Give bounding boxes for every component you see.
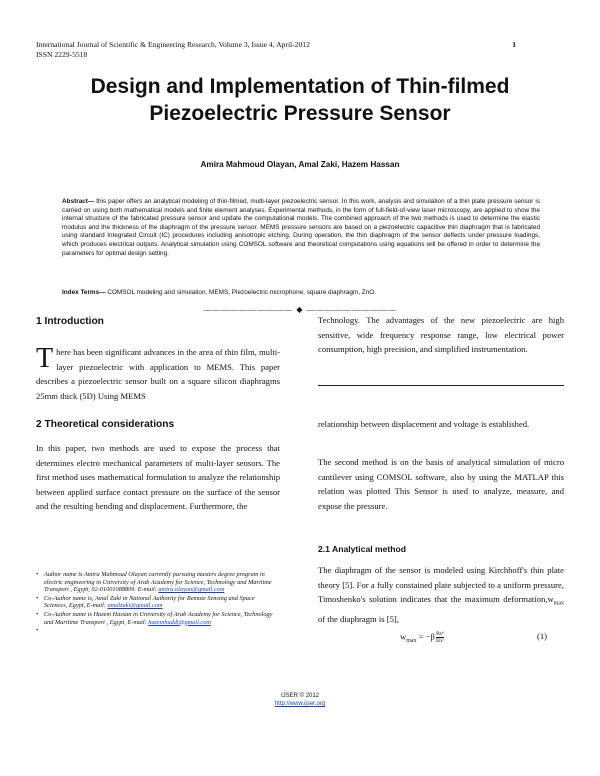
author-footnotes xyxy=(36,571,276,636)
page-footer xyxy=(0,692,600,708)
issn: ISSN 2229-5518 xyxy=(36,50,88,59)
right-paragraph-1: Technology. The advantages of the new piezoelectric are high sensitive, wide frequency response range, low electrical power consumption, high precision, and simplified instrumentation. xyxy=(318,315,564,355)
section-1-body xyxy=(36,345,280,403)
email-link-3[interactable]: hazemhaddi@gmail.com xyxy=(148,618,211,626)
abstract-label: Abstract— xyxy=(62,198,95,205)
email-link-2[interactable]: amalzaki@gmail.com xyxy=(107,602,163,610)
footnote-3: • Co-Author name is Hazem Hassan in University of Arab Academy for Science, Technology and Maritime Transport , Egypt, E-mail: hazemhaddi@gmail.com xyxy=(36,611,276,626)
abstract xyxy=(62,198,540,258)
subsection-2-1-heading: 2.1 Analytical method xyxy=(318,544,407,554)
equation-1: $w_{max} = -\beta$ $\frac{\text{Pa⁴}}{\text{Eh³}}$ xyxy=(400,631,444,645)
section-1-text: here has been significant advances in the area of thin film, multi-layer piezoelectric with application to MEMS. This paper describes a piezoelectric sensor built on a square silicon diaphragms 25mm thick (5D) Using MEMS xyxy=(36,347,280,401)
email-link-1[interactable]: amira.olayan@gmail.com xyxy=(158,586,225,594)
title-line-2: Piezoelectric Pressure Sensor xyxy=(149,102,451,125)
footnote-2: • Co-Author name is, Amal Zaki in National Authority for Remote Sensing and Space Sciences, Egypt, E-mail: amalzaki@gmail.com xyxy=(36,595,276,610)
section-2-body: In this paper, two methods are used to expose the process that determines electro mechanical parameters of multi-layer sensors. The first method uses mathematical formulation to analyze the relationship between applied surface contact pressure on the surface of the sensor and the resulting bending and displacement. Furthermore, the xyxy=(36,443,280,512)
footnote-1: • Author name is Amira Mahmoud Olayan currently pursuing masters degree program in electric engineering in University of Arab Academy for Science, Technology and Maritime Transport , Egypt, 02-01001088809. E-mail: amira.olayan@gmail.com xyxy=(36,571,276,594)
abstract-text: this paper offers an analytical modeling of thin-filmed, multi-layer piezoelectric sensor. In this work, analysis and simulation of a thin plate pressure sensor is carried on using both mathematical models and finite element analyses. Experimental methods, in the form of full-field-of-view laser microscopy, are applied to show the internal structure of the fabricated pressure sensor and update the computational models. The combined approach of the two methods is used to determine the elastic modulus and the thickness of the diaphragm of the pressure sensor. MEMS pressure sensors are based on a piezoelectric capacitive thin diaphragm that is fabricated using standard Integrated Circuit (IC) procedures including anisotropic etching. During operation, the thin diaphragm of the sensor deflects under pressure loadings, which produces electrical outputs. Analytical simulation using COMSOL software and theoretical computations using equations will be offered in order to determine the parameters for optimal design setting. xyxy=(62,198,540,257)
paper-title xyxy=(0,73,600,127)
right-paragraph-3: The second method is on the basis of analytical simulation of micro cantilever using COMSOL software, also by using the MATLAP this relation was plotted This Sensor is used to analyze, measure, and expose the pressure. xyxy=(318,457,564,511)
footer-url-link[interactable]: http://www.ijser.org xyxy=(274,701,326,707)
footer-copyright: IJSER © 2012 xyxy=(280,693,320,699)
title-line-1: Design and Implementation of Thin-filmed xyxy=(90,75,510,98)
index-terms-label: Index Terms— xyxy=(62,289,106,296)
page-number: 1 xyxy=(512,40,516,49)
journal-header: International Journal of Scientific & Engineering Research, Volume 3, Issue 4, April-2012 xyxy=(36,40,310,49)
authors: Amira Mahmoud Olayan, Amal Zaki, Hazem Hassan xyxy=(200,160,400,169)
right-paragraph-2: relationship between displacement and voltage is established. xyxy=(318,419,530,429)
index-terms xyxy=(62,289,540,296)
index-terms-text: COMSOL modeling and simulation, MEMS, Piezoelectric microphone, square diaphragm, ZnO. xyxy=(105,289,376,296)
section-separator: —————————— ◆ —————————— xyxy=(203,305,397,314)
section-2-heading: 2 Theoretical considerations xyxy=(36,419,175,430)
footnote-empty xyxy=(36,627,276,635)
column-divider xyxy=(318,385,564,386)
right-paragraph-4: The diaphragm of the sensor is modeled using Kirchhoff's thin plate theory [5]. For a fully constained plate subjected to a uniform pressure, Timoshenko's solution indicates that the maximum $deformation,w_{max}$ of the diaphragm is [5], xyxy=(318,565,564,624)
drop-cap: T xyxy=(36,343,54,374)
section-1-heading: 1 Introduction xyxy=(36,316,104,327)
equation-number: (1) xyxy=(537,631,548,641)
